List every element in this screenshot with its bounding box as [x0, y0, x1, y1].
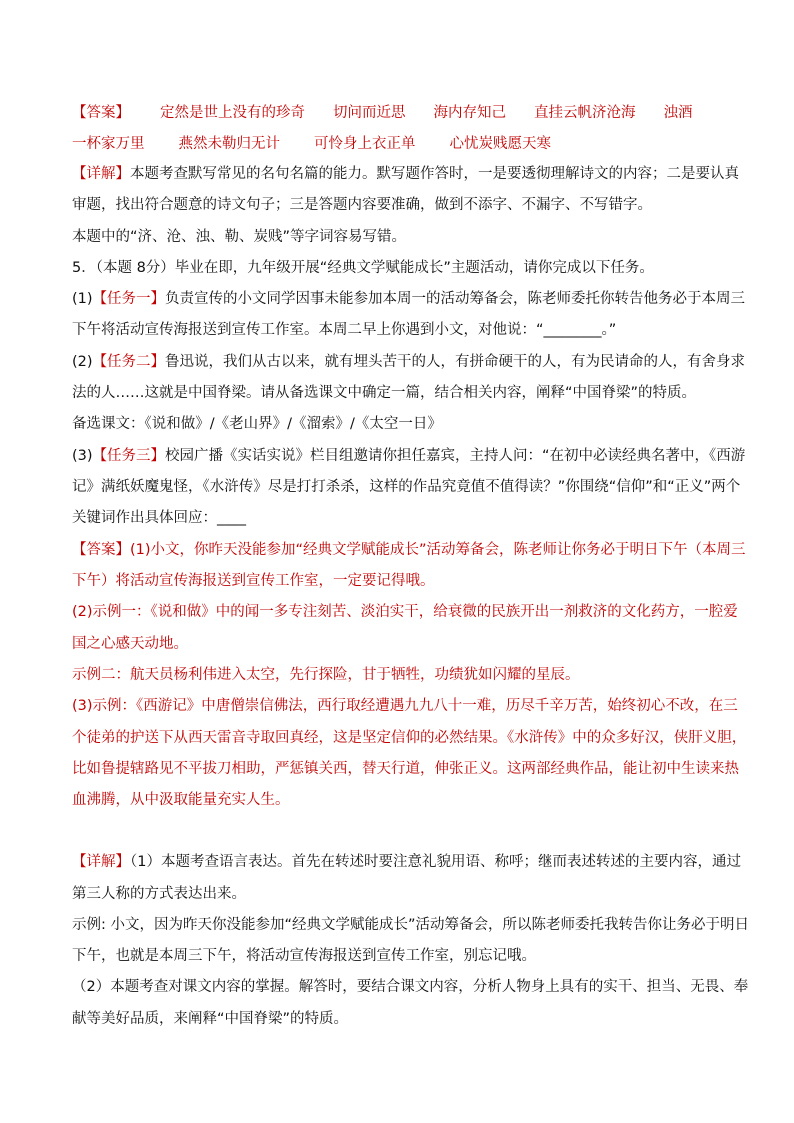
task-text: 鲁迅说，我们从古以来，就有埋头苦干的人，有拼命硬干的人，有为民请命的人，有舍身求 — [165, 354, 746, 370]
answer-line: 个徒弟的护送下从西天雷音寺取回真经，这是坚定信仰的必然结果。《水浒传》中的众多好汉，侠肝义胆， — [72, 730, 747, 746]
answer-line: 示例二：航天员杨利伟进入太空，先行探险，甘于牺牲，功绩犹如闪耀的星辰。 — [72, 667, 580, 683]
answer-line: (2)示例一：《说和做》中的闻一多专注刻苦、淡泊实干，给衰微的民族开出一剂救济的文化药方，一腔爱 — [72, 604, 738, 620]
answer-item: 一杯家万里 — [72, 136, 145, 152]
answer-line: 下午）将活动宣传海报送到宣传工作室，一定要记得哦。 — [72, 573, 435, 589]
detail-text: （1）本题考查语言表达。首先在转述时要注意礼貌用语、称呼；继而表述转述的主要内容，通过 — [130, 854, 741, 870]
detail-line: 献等美好品质，来阐释“中国脊梁”的特质。 — [72, 1011, 349, 1027]
task-1-line: 下午将活动宣传海报送到宣传工作室。本周二早上你遇到小文，对他说：“________。” — [72, 322, 617, 338]
task-text: 校园广播《实话实说》栏目组邀请你担任嘉宾，主持人问：“在初中必读经典名著中，《西游 — [165, 448, 746, 464]
answer-line: 比如鲁提辖路见不平拔刀相助，严惩镇关西，替天行道，伸张正义。这两部经典作品，能让初中生读来热 — [72, 761, 739, 777]
detail-line: 本题中的“济、沧、浊、勒、炭贱”等字词容易写错。 — [72, 229, 407, 245]
answer-line: 国之心感天动地。 — [72, 636, 188, 652]
task-1-line — [72, 289, 746, 309]
task-number: (2) — [72, 354, 93, 370]
answer-row-1 — [72, 103, 734, 123]
task-3-line: 关键词作出具体回应：____ — [72, 510, 246, 526]
answer-tag: 【答案】 — [72, 542, 130, 558]
task-3-line — [72, 446, 746, 466]
answer-line — [72, 540, 746, 560]
detail-line: 示例: 小文，因为昨天你没能参加“经典文学赋能成长”活动筹备会，所以陈老师委托我转告你让务必于明日 — [72, 917, 750, 933]
answer-item: 浊酒 — [663, 105, 693, 121]
task-number: (3) — [72, 448, 93, 464]
detail-line — [72, 852, 741, 872]
answer-line: (3)示例：《西游记》中唐僧崇信佛法，西行取经遭遇九九八十一难，历尽千辛万苦，始终初心不改，在三 — [72, 698, 738, 714]
answer-item: 切问而近思 — [333, 105, 406, 121]
answer-item: 可怜身上衣正单 — [314, 136, 416, 152]
answer-item: 定然是世上没有的珍奇 — [160, 105, 305, 121]
task-tag: 【任务二】 — [92, 354, 166, 370]
question-heading: 5．（本题 8分）毕业在即，九年级开展“经典文学赋能成长”主题活动，请你完成以下任务。 — [72, 260, 654, 276]
answer-text: (1)小文，你昨天没能参加“经典文学赋能成长”活动筹备会，陈老师让你务必于明日下午（本周三 — [130, 542, 746, 558]
detail-line: （2）本题考查对课文内容的掌握。解答时，要结合课文内容，分析人物身上具有的实干、担当、无畏、奉 — [72, 979, 749, 995]
detail-line: 下午，也就是本周三下午，将活动宣传海报送到宣传工作室，别忘记哦。 — [72, 948, 536, 964]
answer-item: 燕然未勒归无计 — [178, 136, 280, 152]
detail-tag: 【详解】 — [72, 166, 130, 182]
task-3-line: 记》满纸妖魔鬼怪，《水浒传》尽是打打杀杀，这样的作品究竟值不值得读？”你围绕“信仰”和“正义”两个 — [72, 479, 741, 495]
task-2-line — [72, 352, 746, 372]
task-text: 负责宣传的小文同学因事未能参加本周一的活动筹备会，陈老师委托你转告他务必于本周三 — [165, 291, 746, 307]
answer-item: 海内存知己 — [433, 105, 506, 121]
detail-tag: 【详解】 — [72, 854, 130, 870]
task-2-line: 法的人……这就是中国脊梁。请从备选课文中确定一篇，结合相关内容，阐释“中国脊梁”的特质。 — [72, 385, 697, 401]
detail-line: 第三人称的方式表达出来。 — [72, 886, 246, 902]
answer-row-2 — [72, 134, 734, 154]
detail-text: 本题考查默写常见的名句名篇的能力。默写题作答时，一是要透彻理解诗文的内容；二是要认真 — [130, 166, 739, 182]
answer-item: 直挂云帆济沧海 — [534, 105, 636, 121]
task-tag: 【任务一】 — [92, 291, 166, 307]
answer-tag: 【答案】 — [72, 105, 130, 121]
answer-line: 血沸腾，从中汲取能量充实人生。 — [72, 792, 290, 808]
answer-item: 心忧炭贱愿天寒 — [449, 136, 551, 152]
task-number: (1) — [72, 291, 93, 307]
detail-line — [72, 164, 739, 184]
task-tag: 【任务三】 — [92, 448, 166, 464]
detail-line: 审题，找出符合题意的诗文句子；三是答题内容要准确，做到不添字、不漏字、不写错字。 — [72, 197, 652, 213]
task-2-line: 备选课文：《说和做》/《老山界》/《溜索》/《太空一日》 — [72, 416, 442, 432]
